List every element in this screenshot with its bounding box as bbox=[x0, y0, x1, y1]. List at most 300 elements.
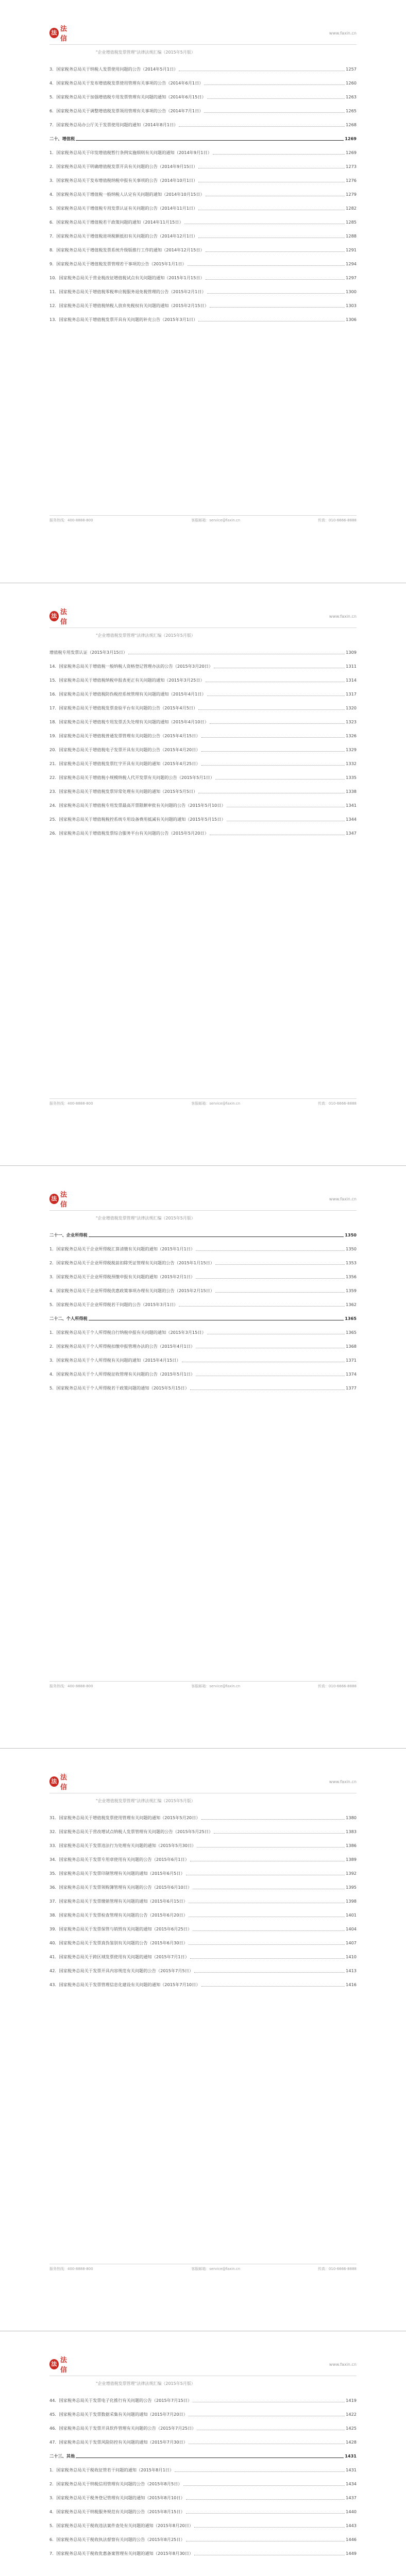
toc-page-number: 1306 bbox=[346, 317, 357, 322]
logo-mark-icon: 法 bbox=[49, 611, 59, 621]
dot-leader bbox=[186, 2513, 345, 2514]
toc-entry[interactable] bbox=[49, 219, 357, 226]
toc-entry[interactable] bbox=[49, 2522, 357, 2529]
toc-entry[interactable] bbox=[49, 1371, 357, 1378]
footer-fax: 传真：010-6666-8888 bbox=[317, 2267, 357, 2271]
toc-entry-title: 6．国家税务总局关于税收执法督察有关问题的公告（2015年8月25日） bbox=[49, 2537, 185, 2542]
toc-entry-title: 4．国家税务总局关于纳税服务规范有关问题的公告（2015年8月15日） bbox=[49, 2509, 185, 2514]
toc-entry[interactable] bbox=[49, 1815, 357, 1821]
toc-entry[interactable] bbox=[49, 1274, 357, 1280]
toc-entry-title: 7．国家税务总局关于税收优惠备案管理有关问题的通知（2015年8月30日） bbox=[49, 2551, 194, 2556]
toc-entry[interactable] bbox=[49, 2550, 357, 2557]
toc-entry-title: 2．国家税务总局关于纳税信用管理有关问题的公告（2015年8月5日） bbox=[49, 2481, 182, 2486]
toc-entry-title: 18．国家税务总局关于增值税专用发票丢失处理有关问题的通知（2015年4月10日） bbox=[49, 719, 209, 724]
toc-entry-title: 1．国家税务总局关于税收征管若干问题的通知（2015年8月1日） bbox=[49, 2467, 174, 2472]
toc-entry-title: 15．国家税务总局关于增值税纳税申报表更正有关问题的通知（2015年3月25日） bbox=[49, 677, 205, 683]
toc-entry-title: 3．国家税务总局关于发布增值税纳税申报有关事项的公告（2014年10月1日） bbox=[49, 178, 198, 183]
dot-leader bbox=[179, 126, 345, 127]
dot-leader bbox=[190, 1389, 345, 1390]
footer-email: 客服邮箱：service@faxin.cn bbox=[191, 1101, 241, 1106]
footer-hotline: 服务热线：400-8888-800 bbox=[49, 518, 93, 522]
toc-page-number: 1431 bbox=[345, 2453, 357, 2459]
toc-page-number: 1320 bbox=[346, 705, 357, 710]
site-url: www.faxin.cn bbox=[329, 1780, 357, 1784]
toc-page-number: 1395 bbox=[346, 1885, 357, 1890]
page-footer bbox=[49, 1098, 357, 1106]
dot-leader bbox=[201, 751, 345, 752]
document-title: "企业增值税发票管理"法律法规汇编（2015年5月版） bbox=[96, 1216, 195, 1221]
toc-entry[interactable] bbox=[49, 1828, 357, 1835]
toc-entry-title: 增值税专用发票认证（2015年3月15日） bbox=[49, 650, 128, 655]
toc-entry[interactable] bbox=[49, 316, 357, 323]
dot-leader bbox=[214, 1833, 345, 1834]
toc-entry-title: 2．国家税务总局关于明确增值税发票开具有关问题的公告（2014年9月15日） bbox=[49, 164, 198, 169]
toc-page-number: 1273 bbox=[346, 164, 357, 169]
toc-page-number: 1338 bbox=[346, 789, 357, 794]
toc-page-number: 1440 bbox=[346, 2509, 357, 2514]
document-title: "企业增值税发票管理"法律法规汇编（2015年5月版） bbox=[96, 1799, 195, 1803]
document-page bbox=[0, 1748, 406, 2331]
toc-entry[interactable] bbox=[49, 663, 357, 670]
toc-page-number: 1279 bbox=[346, 192, 357, 197]
page-footer bbox=[49, 515, 357, 523]
toc-entry-title: 4．国家税务总局关于增值税一般纳税人认定有关问题的通知（2014年10月15日） bbox=[49, 192, 205, 197]
toc-entry-title: 4．国家税务总局关于发布增值税发票使用管理有关事项的公告（2014年6月1日） bbox=[49, 80, 204, 86]
toc-section-heading[interactable] bbox=[49, 2453, 357, 2460]
toc-page-number: 1446 bbox=[346, 2537, 357, 2542]
site-url: www.faxin.cn bbox=[329, 614, 357, 619]
dot-leader bbox=[196, 1250, 345, 1251]
document-title: "企业增值税发票管理"法律法规汇编（2015年5月版） bbox=[96, 2381, 195, 2386]
footer-fax: 传真：010-6666-8888 bbox=[317, 1101, 357, 1106]
table-of-contents bbox=[49, 2397, 357, 2564]
document-page bbox=[0, 1165, 406, 1748]
toc-entry[interactable] bbox=[49, 760, 357, 767]
logo-text: 法信 bbox=[60, 2357, 67, 2374]
toc-entry-title: 39．国家税务总局关于发票保管与销毁有关问题的通知（2015年6月25日） bbox=[49, 1926, 192, 1931]
table-of-contents bbox=[49, 66, 357, 330]
toc-entry-title: 5．国家税务总局关于增值税专用发票认证有关问题的公告（2014年11月1日） bbox=[49, 206, 198, 211]
toc-entry-title: 25．国家税务总局关于增值税税控系统专用设备费用抵减有关问题的通知（2015年5月15日） bbox=[49, 817, 226, 822]
toc-page-number: 1377 bbox=[346, 1385, 357, 1391]
toc-entry-title: 4．国家税务总局关于个人所得税征收管理有关问题的公告（2015年5月1日） bbox=[49, 1371, 195, 1377]
toc-entry-title: 42．国家税务总局关于发票开具内容规范有关问题的公告（2015年7月5日） bbox=[49, 1968, 194, 1973]
toc-entry-title: 5．国家税务总局关于企业所得税若干问题的公告（2015年3月1日） bbox=[49, 1302, 178, 1307]
toc-entry[interactable] bbox=[49, 691, 357, 698]
toc-page-number: 1350 bbox=[345, 1232, 357, 1238]
toc-entry[interactable] bbox=[49, 2509, 357, 2515]
toc-entry-title: 5．国家税务总局关于加强增值税专用发票管理有关问题的通知（2014年6月15日） bbox=[49, 94, 206, 99]
toc-page-number: 1353 bbox=[346, 1260, 357, 1265]
dot-leader bbox=[201, 765, 345, 766]
footer-hotline: 服务热线：400-8888-800 bbox=[49, 1684, 93, 1688]
toc-page-number: 1300 bbox=[346, 289, 357, 294]
toc-entry[interactable] bbox=[49, 289, 357, 295]
dot-leader bbox=[179, 1306, 345, 1307]
toc-entry[interactable] bbox=[49, 1301, 357, 1308]
footer-email: 客服邮箱：service@faxin.cn bbox=[191, 1684, 241, 1688]
toc-entry-title: 32．国家税务总局关于营改增试点纳税人发票管理有关问题的公告（2015年5月25日） bbox=[49, 1829, 213, 1834]
footer-fax: 传真：010-6666-8888 bbox=[317, 518, 357, 522]
toc-entry-title: 7．国家税务总局办公厅关于发票使用问题的通知（2014年8月1日） bbox=[49, 122, 178, 127]
toc-page-number: 1344 bbox=[346, 817, 357, 822]
dot-leader bbox=[204, 84, 345, 85]
toc-page-number: 1326 bbox=[346, 733, 357, 738]
toc-entry[interactable] bbox=[49, 80, 357, 87]
dot-leader bbox=[201, 1986, 345, 1987]
toc-entry-title: 6．国家税务总局关于调整增值税发票领用管理有关事项的公告（2014年7月1日） bbox=[49, 108, 204, 113]
toc-entry-title: 20．国家税务总局关于增值税电子发票开具有关问题的公告（2015年4月20日） bbox=[49, 747, 200, 752]
toc-page-number: 1410 bbox=[346, 1954, 357, 1959]
toc-section-heading[interactable] bbox=[49, 1232, 357, 1239]
toc-entry-title: 40．国家税务总局关于发票真伪鉴别有关问题的公告（2015年6月30日） bbox=[49, 1940, 188, 1945]
toc-page-number: 1294 bbox=[346, 261, 357, 266]
dot-leader bbox=[206, 251, 345, 252]
toc-page-number: 1356 bbox=[346, 1274, 357, 1279]
footer-hotline: 服务热线：400-8888-800 bbox=[49, 2267, 93, 2271]
toc-page-number: 1425 bbox=[346, 2426, 357, 2431]
toc-entry[interactable] bbox=[49, 275, 357, 281]
table-of-contents bbox=[49, 1232, 357, 1399]
logo-mark-icon: 法 bbox=[49, 28, 59, 38]
dot-leader bbox=[198, 709, 345, 710]
toc-page-number: 1269 bbox=[345, 136, 357, 141]
toc-page-number: 1350 bbox=[346, 1246, 357, 1251]
toc-entry-title: 37．国家税务总局关于发票缴销管理有关问题的通知（2015年6月15日） bbox=[49, 1899, 188, 1904]
dot-leader bbox=[207, 293, 345, 294]
dot-leader bbox=[188, 265, 345, 266]
page-header bbox=[49, 1772, 357, 1793]
toc-page-number: 1443 bbox=[346, 2523, 357, 2528]
toc-page-number: 1282 bbox=[346, 206, 357, 211]
dot-leader bbox=[213, 154, 345, 155]
footer-hotline: 服务热线：400-8888-800 bbox=[49, 1101, 93, 1106]
toc-entry-title: 31．国家税务总局关于增值税发票使用管理有关问题的通知（2015年5月20日） bbox=[49, 1815, 200, 1820]
toc-entry[interactable] bbox=[49, 1329, 357, 1336]
page-header bbox=[49, 607, 357, 628]
toc-entry[interactable] bbox=[49, 1260, 357, 1266]
document-page bbox=[0, 2331, 406, 2576]
toc-page-number: 1434 bbox=[346, 2481, 357, 2486]
toc-entry-title: 45．国家税务总局关于发票数据采集有关问题的通知（2015年7月20日） bbox=[49, 2412, 188, 2417]
toc-page-number: 1276 bbox=[346, 178, 357, 183]
toc-page-number: 1431 bbox=[346, 2467, 357, 2472]
toc-entry[interactable] bbox=[49, 1912, 357, 1919]
toc-entry[interactable] bbox=[49, 1940, 357, 1946]
toc-entry[interactable] bbox=[49, 2495, 357, 2501]
toc-entry-title: 2．国家税务总局关于企业所得税税前扣除凭证管理有关问题的公告（2015年1月15日） bbox=[49, 1260, 215, 1265]
toc-entry-title: 36．国家税务总局关于发票领购簿管理有关问题的公告（2015年6月10日） bbox=[49, 1885, 192, 1890]
toc-page-number: 1285 bbox=[346, 219, 357, 225]
toc-entry-title: 26．国家税务总局关于增值税发票综合服务平台有关问题的公告（2015年5月20日） bbox=[49, 831, 209, 836]
toc-entry-title: 2．国家税务总局关于个人所得税扣缴申报管理办法的公告（2015年4月1日） bbox=[49, 1344, 195, 1349]
toc-entry-title: 38．国家税务总局关于发票检查管理有关问题的公告（2015年6月20日） bbox=[49, 1912, 188, 1918]
toc-entry[interactable] bbox=[49, 1870, 357, 1877]
logo-text: 法信 bbox=[60, 1774, 67, 1791]
footer-fax: 传真：010-6666-8888 bbox=[317, 1684, 357, 1688]
toc-entry-title: 二十二、个人所得税 bbox=[49, 1316, 88, 1321]
toc-entry-title: 41．国家税务总局关于跨区域发票使用有关问题的通知（2015年7月1日） bbox=[49, 1954, 189, 1959]
logo-mark-icon: 法 bbox=[49, 1194, 59, 1204]
toc-entry[interactable] bbox=[49, 1884, 357, 1891]
toc-entry-title: 6．国家税务总局关于增值税若干政策问题的通知（2014年11月15日） bbox=[49, 219, 183, 225]
toc-page-number: 1413 bbox=[346, 1968, 357, 1973]
toc-page-number: 1365 bbox=[345, 1316, 357, 1321]
toc-page-number: 1371 bbox=[346, 1358, 357, 1363]
dot-leader bbox=[210, 723, 345, 724]
table-of-contents bbox=[49, 1815, 357, 1995]
toc-page-number: 1332 bbox=[346, 761, 357, 766]
toc-entry[interactable] bbox=[49, 1981, 357, 1988]
faxin-logo bbox=[49, 1191, 72, 1209]
site-url: www.faxin.cn bbox=[329, 31, 357, 36]
toc-page-number: 1323 bbox=[346, 719, 357, 724]
dot-leader bbox=[189, 1944, 345, 1945]
toc-entry-title: 33．国家税务总局关于发票违法行为处理有关问题的通知（2015年5月30日） bbox=[49, 1843, 196, 1848]
toc-entry[interactable] bbox=[49, 191, 357, 198]
toc-entry-title: 1．国家税务总局关于个人所得税自行纳税申报有关问题的通知（2015年3月15日） bbox=[49, 1330, 206, 1335]
toc-page-number: 1263 bbox=[346, 94, 357, 99]
toc-page-number: 1362 bbox=[346, 1302, 357, 1307]
toc-entry[interactable] bbox=[49, 2397, 357, 2404]
document-page bbox=[0, 0, 406, 583]
toc-section-heading[interactable] bbox=[49, 135, 357, 142]
toc-entry[interactable] bbox=[49, 1343, 357, 1350]
page-header bbox=[49, 1190, 357, 1211]
toc-page-number: 1392 bbox=[346, 1871, 357, 1876]
toc-entry[interactable] bbox=[49, 1357, 357, 1364]
footer-email: 客服邮箱：service@faxin.cn bbox=[191, 518, 241, 522]
toc-entry[interactable] bbox=[49, 247, 357, 253]
toc-entry[interactable] bbox=[49, 149, 357, 156]
toc-page-number: 1317 bbox=[346, 691, 357, 697]
toc-entry[interactable] bbox=[49, 66, 357, 73]
logo-text: 法信 bbox=[60, 608, 67, 626]
toc-entry-title: 12．国家税务总局关于增值税纳税人放弃免税权有关问题的通知（2015年2月15日） bbox=[49, 303, 209, 308]
toc-entry[interactable] bbox=[49, 788, 357, 795]
toc-page-number: 1401 bbox=[346, 1912, 357, 1918]
toc-entry-title: 3．国家税务总局关于个人所得税有关问题的通知（2015年4月15日） bbox=[49, 1358, 181, 1363]
toc-entry[interactable] bbox=[49, 1287, 357, 1294]
toc-entry[interactable] bbox=[49, 2467, 357, 2473]
toc-entry-title: 3．国家税务总局关于税务登记管理有关问题的通知（2015年8月10日） bbox=[49, 2495, 185, 2500]
dot-leader bbox=[207, 98, 345, 99]
toc-entry[interactable] bbox=[49, 705, 357, 711]
toc-entry[interactable] bbox=[49, 1842, 357, 1849]
table-of-contents bbox=[49, 649, 357, 844]
toc-page-number: 1329 bbox=[346, 747, 357, 752]
toc-entry-title: 19．国家税务总局关于增值税普通发票管理有关问题的公告（2015年4月15日） bbox=[49, 733, 200, 738]
toc-entry-title: 24．国家税务总局关于增值税专用发票最高开票限额审批有关问题的公告（2015年5月10日） bbox=[49, 803, 226, 808]
toc-page-number: 1428 bbox=[346, 2439, 357, 2445]
toc-page-number: 1347 bbox=[346, 831, 357, 836]
dot-leader bbox=[193, 1930, 345, 1931]
page-header bbox=[49, 24, 357, 45]
toc-page-number: 1398 bbox=[346, 1899, 357, 1904]
dot-leader bbox=[194, 1972, 345, 1973]
toc-entry[interactable] bbox=[49, 1926, 357, 1933]
dot-leader bbox=[204, 112, 345, 113]
toc-page-number: 1260 bbox=[346, 80, 357, 86]
dot-leader bbox=[89, 1236, 344, 1237]
dot-leader bbox=[196, 1278, 345, 1279]
toc-page-number: 1437 bbox=[346, 2495, 357, 2500]
dot-leader bbox=[194, 2527, 345, 2528]
toc-page-number: 1386 bbox=[346, 1843, 357, 1848]
dot-leader bbox=[197, 1847, 345, 1848]
toc-entry[interactable] bbox=[49, 816, 357, 823]
toc-page-number: 1419 bbox=[346, 2398, 357, 2403]
toc-entry-title: 3．国家税务总局关于纳税人发票使用问题的公告（2014年5月1日） bbox=[49, 66, 178, 72]
toc-entry[interactable] bbox=[49, 774, 357, 781]
toc-entry[interactable] bbox=[49, 1385, 357, 1392]
dot-leader bbox=[76, 140, 344, 141]
toc-entry-title: 二十三、其他 bbox=[49, 2453, 75, 2459]
toc-page-number: 1257 bbox=[346, 66, 357, 72]
toc-entry-title: 二十一、企业所得税 bbox=[49, 1232, 88, 1238]
toc-page-number: 1368 bbox=[346, 1344, 357, 1349]
toc-section-heading[interactable] bbox=[49, 1315, 357, 1322]
toc-entry[interactable] bbox=[49, 1898, 357, 1905]
toc-entry[interactable] bbox=[49, 1246, 357, 1252]
toc-entry[interactable] bbox=[49, 2536, 357, 2543]
toc-page-number: 1374 bbox=[346, 1371, 357, 1377]
faxin-logo bbox=[49, 608, 72, 626]
toc-entry-title: 16．国家税务总局关于增值税防伪税控系统管理有关问题的通知（2015年4月1日） bbox=[49, 691, 206, 697]
faxin-logo bbox=[49, 2357, 72, 2374]
logo-text: 法信 bbox=[60, 1191, 67, 1209]
page-footer bbox=[49, 2264, 357, 2272]
toc-entry-title: 4．国家税务总局关于企业所得税优惠政策事项办理有关问题的公告（2015年2月15日） bbox=[49, 1288, 215, 1293]
toc-entry[interactable] bbox=[49, 2481, 357, 2487]
toc-entry-title: 44．国家税务总局关于发票电子化推行有关问题的公告（2015年7月15日） bbox=[49, 2398, 192, 2403]
toc-entry[interactable] bbox=[49, 2411, 357, 2418]
toc-page-number: 1449 bbox=[346, 2551, 357, 2556]
toc-entry[interactable] bbox=[49, 1954, 357, 1960]
toc-entry-title: 3．国家税务总局关于企业所得税预缴申报有关问题的通知（2015年2月1日） bbox=[49, 1274, 195, 1279]
toc-page-number: 1297 bbox=[346, 275, 357, 280]
toc-page-number: 1422 bbox=[346, 2412, 357, 2417]
page-footer bbox=[49, 1681, 357, 1689]
toc-entry[interactable] bbox=[49, 94, 357, 100]
toc-page-number: 1335 bbox=[346, 775, 357, 780]
toc-page-number: 1303 bbox=[346, 303, 357, 308]
toc-entry-title: 23．国家税务总局关于增值税发票异常处理有关问题的通知（2015年5月5日） bbox=[49, 789, 198, 794]
site-url: www.faxin.cn bbox=[329, 1197, 357, 1201]
toc-entry-title: 二十、增值税 bbox=[49, 136, 75, 141]
toc-page-number: 1291 bbox=[346, 247, 357, 252]
toc-entry-title: 8．国家税务总局关于增值税发票系统升级版推行工作的通知（2014年12月15日） bbox=[49, 247, 205, 252]
toc-entry[interactable] bbox=[49, 163, 357, 170]
toc-entry[interactable] bbox=[49, 108, 357, 114]
dot-leader bbox=[183, 2485, 345, 2486]
toc-page-number: 1383 bbox=[346, 1829, 357, 1834]
toc-entry-title: 11．国家税务总局关于增值税零税率应税服务退免税管理的公告（2015年2月1日） bbox=[49, 289, 206, 294]
toc-page-number: 1288 bbox=[346, 233, 357, 239]
toc-page-number: 1268 bbox=[346, 122, 357, 127]
toc-entry[interactable] bbox=[49, 802, 357, 809]
toc-entry-title: 35．国家税务总局关于发票印制管理有关问题的通知（2015年6月5日） bbox=[49, 1871, 185, 1876]
toc-entry-title: 13．国家税务总局关于增值税发票开具有关问题的补充公告（2015年3月1日） bbox=[49, 317, 198, 322]
toc-entry[interactable] bbox=[49, 233, 357, 240]
site-url: www.faxin.cn bbox=[329, 2362, 357, 2367]
document-title: "企业增值税发票管理"法律法规汇编（2015年5月版） bbox=[96, 50, 195, 55]
toc-page-number: 1404 bbox=[346, 1926, 357, 1931]
toc-page-number: 1269 bbox=[346, 150, 357, 155]
toc-entry[interactable] bbox=[49, 302, 357, 309]
toc-entry-title: 10．国家税务总局关于营业税改征增值税试点有关问题的通知（2015年1月15日） bbox=[49, 275, 205, 280]
toc-entry-title: 17．国家税务总局关于增值税发票查验平台有关问题的公告（2015年4月5日） bbox=[49, 705, 198, 710]
faxin-logo bbox=[49, 25, 72, 43]
toc-page-number: 1359 bbox=[346, 1288, 357, 1293]
dot-leader bbox=[215, 1292, 345, 1293]
toc-entry[interactable] bbox=[49, 677, 357, 684]
toc-entry[interactable] bbox=[49, 747, 357, 753]
toc-entry-title: 5．国家税务总局关于税收违法案件查处有关问题的通知（2015年8月20日） bbox=[49, 2523, 194, 2528]
toc-entry[interactable] bbox=[49, 122, 357, 128]
logo-mark-icon: 法 bbox=[49, 2359, 59, 2369]
dot-leader bbox=[210, 307, 345, 308]
toc-entry[interactable] bbox=[49, 2439, 357, 2446]
dot-leader bbox=[206, 279, 345, 280]
toc-entry-title: 5．国家税务总局关于个人所得税若干政策问题的通知（2015年5月15日） bbox=[49, 1385, 189, 1391]
dot-leader bbox=[186, 2499, 345, 2500]
toc-page-number: 1365 bbox=[346, 1330, 357, 1335]
dot-leader bbox=[190, 1958, 345, 1959]
logo-mark-icon: 法 bbox=[49, 1776, 59, 1787]
faxin-logo bbox=[49, 1774, 72, 1791]
toc-page-number: 1341 bbox=[346, 803, 357, 808]
toc-entry[interactable] bbox=[49, 733, 357, 739]
document-title: "企业增值税发票管理"法律法规汇编（2015年5月版） bbox=[96, 633, 195, 638]
page-header bbox=[49, 2355, 357, 2376]
toc-entry-title: 22．国家税务总局关于增值税小规模纳税人代开发票有关问题的公告（2015年5月1日） bbox=[49, 775, 215, 780]
toc-entry[interactable] bbox=[49, 649, 357, 656]
toc-entry-title: 21．国家税务总局关于增值税发票红字开具有关问题的通知（2015年4月25日） bbox=[49, 761, 200, 766]
toc-entry-title: 47．国家税务总局关于发票风险防控有关问题的通知（2015年7月30日） bbox=[49, 2439, 188, 2445]
toc-entry-title: 43．国家税务总局关于发票管理信息化建设有关问题的通知（2015年7月10日） bbox=[49, 1982, 200, 1987]
dot-leader bbox=[215, 1264, 345, 1265]
dot-leader bbox=[175, 2471, 345, 2472]
toc-page-number: 1265 bbox=[346, 108, 357, 113]
toc-entry[interactable] bbox=[49, 1856, 357, 1863]
toc-entry[interactable] bbox=[49, 1968, 357, 1974]
dot-leader bbox=[201, 737, 345, 738]
toc-entry[interactable] bbox=[49, 2425, 357, 2432]
toc-entry-title: 34．国家税务总局关于发票专用章使用有关问题的公告（2015年6月1日） bbox=[49, 1857, 189, 1862]
toc-page-number: 1416 bbox=[346, 1982, 357, 1987]
toc-entry-title: 7．国家税务总局关于增值税进项税额抵扣有关问题的公告（2014年12月1日） bbox=[49, 233, 198, 239]
logo-text: 法信 bbox=[60, 25, 67, 43]
toc-entry-title: 14．国家税务总局关于增值税一般纳税人资格登记管理办法的公告（2015年3月20日） bbox=[49, 664, 213, 669]
toc-entry[interactable] bbox=[49, 261, 357, 267]
toc-entry-title: 9．国家税务总局关于增值税发票管理若干事项的公告（2015年1月1日） bbox=[49, 261, 187, 266]
toc-entry-title: 1．国家税务总局关于印发增值税暂行条例实施细则有关问题的通知（2014年9月1日） bbox=[49, 150, 212, 155]
toc-entry-title: 46．国家税务总局关于发票开具软件管理有关问题的公告（2015年7月25日） bbox=[49, 2426, 196, 2431]
toc-entry[interactable] bbox=[49, 177, 357, 184]
dot-leader bbox=[201, 1819, 345, 1820]
toc-entry-title: 1．国家税务总局关于企业所得税汇算清缴有关问题的通知（2015年1月1日） bbox=[49, 1246, 195, 1251]
toc-entry[interactable] bbox=[49, 719, 357, 725]
toc-page-number: 1407 bbox=[346, 1940, 357, 1945]
toc-entry[interactable] bbox=[49, 830, 357, 837]
toc-page-number: 1311 bbox=[346, 664, 357, 669]
toc-page-number: 1380 bbox=[346, 1815, 357, 1820]
toc-entry[interactable] bbox=[49, 205, 357, 212]
toc-page-number: 1389 bbox=[346, 1857, 357, 1862]
toc-page-number: 1314 bbox=[346, 677, 357, 683]
footer-email: 客服邮箱：service@faxin.cn bbox=[191, 2267, 241, 2271]
